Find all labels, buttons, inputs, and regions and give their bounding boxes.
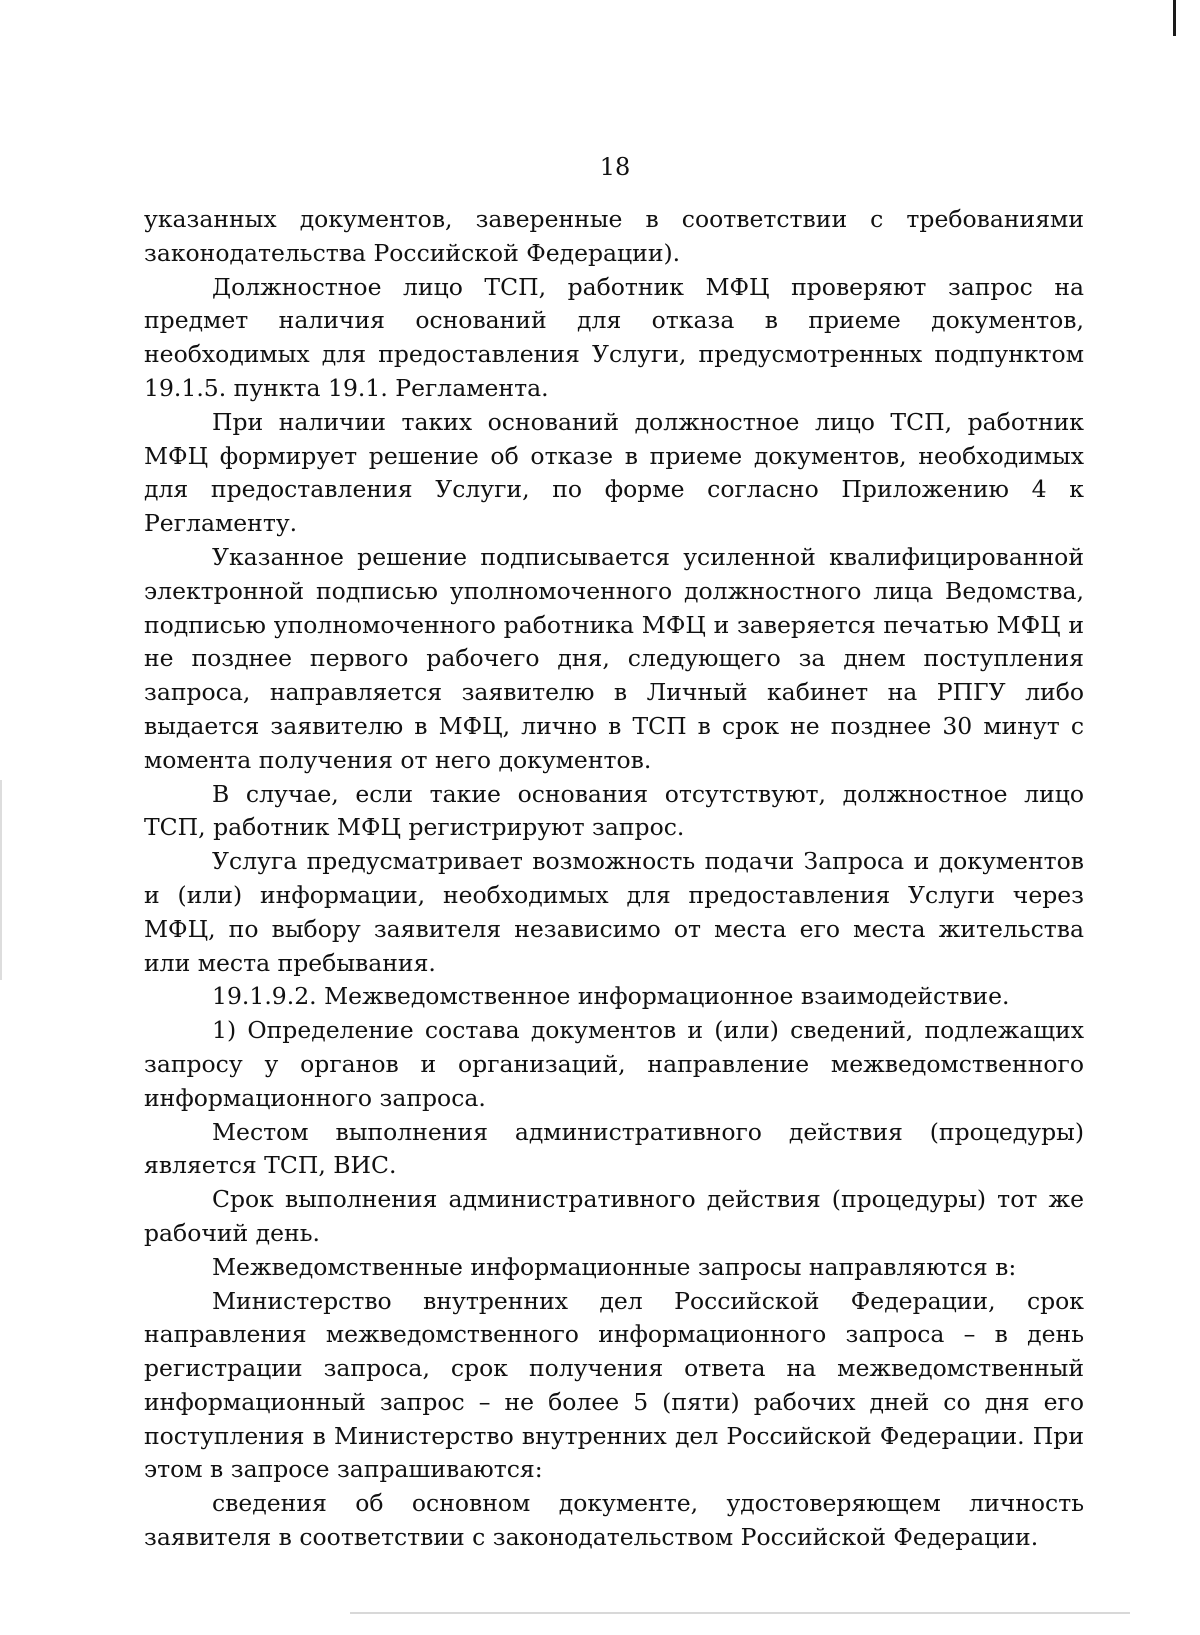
scan-left-edge: [0, 780, 2, 980]
paragraph: В случае, если такие основания отсутствуют, должностное лицо ТСП, работник МФЦ регистрируют запрос.: [144, 779, 1084, 842]
paragraph: сведения об основном документе, удостоверяющем личность заявителя в соответствии с законодательством Российской Федерации.: [144, 1489, 1084, 1552]
paragraph: Министерство внутренних дел Российской Федерации, срок направления межведомственного информационного запроса – в день регистрации запроса, срок получения ответа на межведомственный информационный запрос – не более 5 (пяти) рабочих дней со дня его поступления в Министерство внутренних дел Российской Федерации. При этом в запросе запрашиваются:: [144, 1286, 1084, 1484]
document-body: [144, 203, 1084, 1555]
paragraph: Должностное лицо ТСП, работник МФЦ проверяют запрос на предмет наличия оснований для отказа в приеме документов, необходимых для предоставления Услуги, предусмотренных подпунктом 19.1.5. пункта 19.1. Регламента.: [144, 272, 1084, 402]
paragraph: Межведомственные информационные запросы направляются в:: [212, 1252, 1017, 1281]
paragraph: 19.1.9.2. Межведомственное информационное взаимодействие.: [212, 982, 1010, 1011]
paragraph: Местом выполнения административного действия (процедуры) является ТСП, ВИС.: [144, 1117, 1084, 1180]
scan-edge-mark: [1173, 0, 1176, 36]
paragraph: Срок выполнения административного действия (процедуры) тот же рабочий день.: [144, 1185, 1084, 1247]
paragraph: 1) Определение состава документов и (или) сведений, подлежащих запросу у органов и организаций, направление межведомственного информационного запроса.: [144, 1016, 1084, 1112]
paragraph: При наличии таких оснований должностное лицо ТСП, работник МФЦ формирует решение об отказе в приеме документов, необходимых для предоставления Услуги, по форме согласно Приложению 4 к Регламенту.: [144, 407, 1084, 538]
paragraph: Указанное решение подписывается усиленной квалифицированной электронной подписью уполномоченного должностного лица Ведомства, подписью уполномоченного работника МФЦ и заверяется печатью МФЦ и не позднее первого рабочего дня, следующего за днем поступления запроса, направляется заявителю в Личный кабинет на РПГУ либо выдается заявителю в МФЦ, лично в ТСП в срок не позднее 30 минут с момента получения от него документов.: [144, 542, 1084, 774]
paragraph: Услуга предусматривает возможность подачи Запроса и документов и (или) информации, необходимых для предоставления Услуги через МФЦ, по выбору заявителя независимо от места его места жительства или места пребывания.: [144, 847, 1084, 977]
page-number: 18: [599, 153, 631, 181]
paragraph: указанных документов, заверенные в соответствии с требованиями законодательства Российской Федерации).: [144, 205, 1084, 267]
scan-bottom-edge: [350, 1612, 1130, 1614]
